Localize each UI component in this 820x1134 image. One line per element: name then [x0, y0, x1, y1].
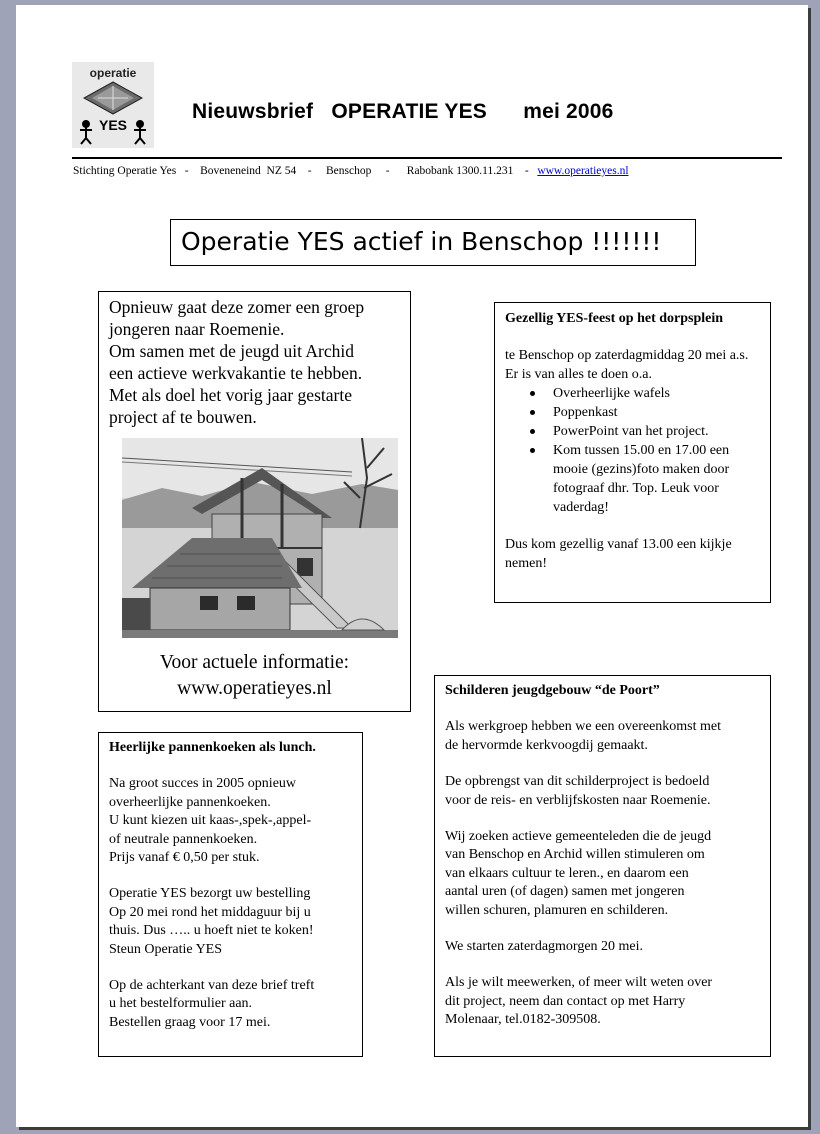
text-line: de hervormde kerkvoogdij gemaakt. — [445, 737, 648, 753]
schilderen-box — [434, 675, 771, 1057]
text-line: overheerlijke pannenkoeken. — [109, 794, 271, 810]
contact-details: Stichting Operatie Yes - Boveneneind NZ 54 - Benschop - Rabobank 1300.11.231 - — [73, 165, 538, 177]
text-line: Bestellen graag voor 17 mei. — [109, 1014, 271, 1030]
text-line: Op 20 mei rond het middaguur bij u — [109, 904, 311, 920]
list-item: PowerPoint van het project. — [505, 422, 760, 441]
list-item: Kom tussen 15.00 en 17.00 een mooie (gezins)foto maken door fotograaf dhr. Top. Leuk voor vaderdag! — [505, 441, 760, 517]
info-callout — [109, 650, 400, 702]
text-line: Als werkgroep hebben we een overeenkomst met — [445, 719, 722, 735]
construction-photo — [122, 438, 398, 638]
operatie-yes-logo — [72, 62, 154, 148]
text-line: of neutrale pannenkoeken. — [109, 831, 258, 847]
text-line: De opbrengst van dit schilderproject is bedoeld — [445, 774, 710, 790]
intro-line: project af te bouwen. — [109, 407, 257, 427]
feest-title: Gezellig YES-feest op het dorpsplein — [505, 311, 724, 326]
headline: Operatie YES actief in Benschop !!!!!!! — [170, 219, 696, 266]
text-line: Wij zoeken actieve gemeenteleden die de jeugd — [445, 829, 712, 845]
newsletter-title: Nieuwsbrief OPERATIE YES mei 2006 — [192, 100, 614, 123]
contact-line — [73, 165, 629, 177]
text-line: voor de reis- en verblijfskosten naar Roemenie. — [445, 792, 711, 808]
text-line: Na groot succes in 2005 opnieuw — [109, 776, 297, 792]
logo-text-bottom: YES — [98, 117, 128, 133]
feest-activity-list — [505, 384, 760, 517]
text-line: thuis. Dus ….. u hoeft niet te koken! — [109, 923, 314, 939]
text-line: van Benschop en Archid willen stimuleren om — [445, 847, 705, 863]
feest-closing: Dus kom gezellig vanaf 13.00 een kijkje nemen! — [505, 537, 732, 571]
text-line: willen schuren, plamuren en schilderen. — [445, 902, 669, 918]
schilderen-title: Schilderen jeugdgebouw “de Poort” — [445, 683, 660, 698]
feest-box — [494, 302, 771, 603]
text-line: Prijs vanaf € 0,50 per stuk. — [109, 850, 260, 866]
text-line: Als je wilt meewerken, of meer wilt weten over — [445, 975, 713, 991]
list-item: Poppenkast — [505, 403, 760, 422]
pannenkoeken-box — [98, 732, 363, 1057]
text-line: van elkaars cultuur te leren., en daarom een — [445, 865, 689, 881]
feest-line: Er is van alles te doen o.a. — [505, 367, 652, 382]
pannenkoeken-title: Heerlijke pannenkoeken als lunch. — [109, 740, 316, 755]
intro-line: Om samen met de jeugd uit Archid — [109, 341, 354, 361]
info-callout-url: www.operatieyes.nl — [177, 678, 332, 699]
intro-line: Met als doel het vorig jaar gestarte — [109, 385, 352, 405]
document-page — [16, 5, 808, 1127]
intro-line: Opnieuw gaat deze zomer een groep — [109, 297, 365, 317]
info-callout-label: Voor actuele informatie: — [159, 652, 350, 673]
intro-line: een actieve werkvakantie te hebben. — [109, 363, 363, 383]
website-link[interactable]: www.operatieyes.nl — [537, 165, 629, 177]
intro-box — [98, 291, 411, 712]
text-line: Steun Operatie YES — [109, 941, 223, 957]
text-line: u het bestelformulier aan. — [109, 996, 253, 1012]
intro-line: jongeren naar Roemenie. — [109, 319, 285, 339]
text-line: Molenaar, tel.0182-309508. — [445, 1012, 601, 1028]
logo-text-top: operatie — [89, 66, 137, 80]
text-line: Op de achterkant van deze brief treft — [109, 978, 315, 994]
text-line: Operatie YES bezorgt uw bestelling — [109, 886, 311, 902]
intro-text — [109, 296, 400, 428]
text-line: dit project, neem dan contact op met Harry — [445, 993, 686, 1009]
header-divider — [72, 157, 782, 159]
text-line: We starten zaterdagmorgen 20 mei. — [445, 939, 644, 955]
list-item: Overheerlijke wafels — [505, 384, 760, 403]
feest-intro: te Benschop op zaterdagmiddag 20 mei a.s. — [505, 348, 749, 363]
text-line: U kunt kiezen uit kaas-,spek-,appel- — [109, 813, 312, 829]
text-line: aantal uren (of dagen) samen met jongeren — [445, 884, 685, 900]
